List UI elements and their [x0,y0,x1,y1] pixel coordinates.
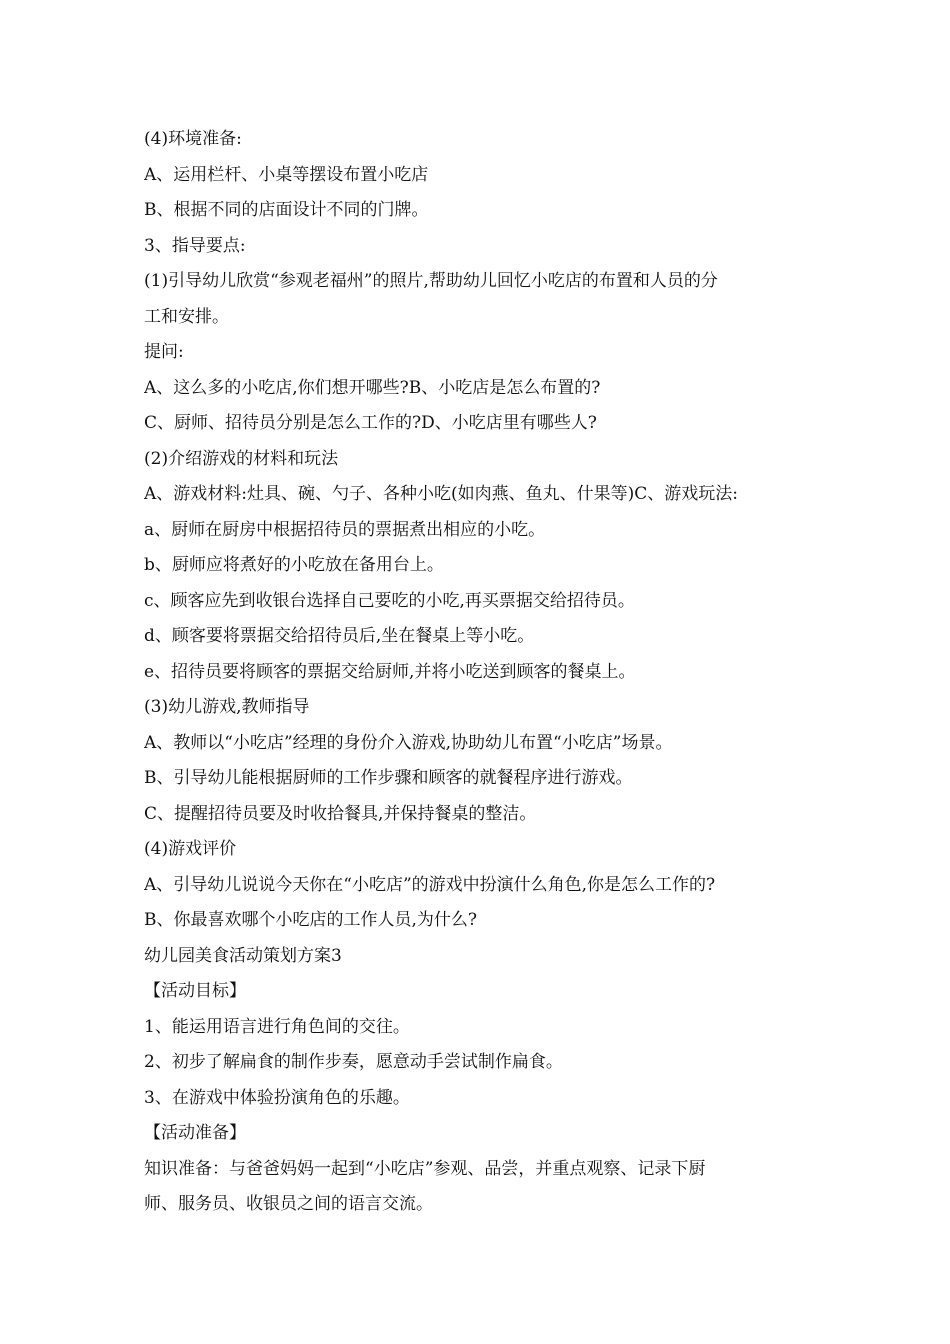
section-heading: 【活动准备】 [144,1123,246,1143]
text-line: 知识准备：与爸爸妈妈一起到“小吃店”参观、品尝，并重点观察、记录下厨 [144,1158,706,1179]
text-line: C、厨师、招待员分别是怎么工作的?D、小吃店里有哪些人? [144,413,597,433]
text-line: A、教师以“小吃店”经理的身份介入游戏,协助幼儿布置“小吃店”场景。 [144,732,673,753]
text-line: c、顾客应先到收银台选择自己要吃的小吃,再买票据交给招待员。 [144,590,635,611]
text-line: B、引导幼儿能根据厨师的工作步骤和顾客的就餐程序进行游戏。 [144,768,633,788]
text-line: A、引导幼儿说说今天你在“小吃店”的游戏中扮演什么角色,你是怎么工作的? [144,874,716,895]
text-line: 1、能运用语言进行角色间的交往。 [144,1016,410,1037]
text-line: 师、服务员、收银员之间的语言交流。 [144,1194,433,1214]
text-line: 工和安排。 [144,306,229,327]
text-line: e、招待员要将顾客的票据交给厨师,并将小吃送到顾客的餐桌上。 [144,661,636,682]
text-line: A、运用栏杆、小桌等摆设布置小吃店 [144,164,429,185]
text-line: 2、初步了解扁食的制作步奏，愿意动手尝试制作扁食。 [144,1052,563,1072]
section-title: 幼儿园美食活动策划方案3 [144,945,342,966]
text-line: 3、在游戏中体验扮演角色的乐趣。 [144,1087,410,1108]
text-line: A、游戏材料:灶具、碗、勺子、各种小吃(如肉燕、鱼丸、什果等)C、游戏玩法: [144,484,739,504]
text-line: A、这么多的小吃店,你们想开哪些?B、小吃店是怎么布置的? [144,377,601,398]
text-line: B、你最喜欢哪个小吃店的工作人员,为什么? [144,910,478,930]
document-body [144,122,816,1223]
text-line: B、根据不同的店面设计不同的门牌。 [144,200,429,220]
text-line: (4)游戏评价 [144,839,237,859]
text-line: 提问: [144,342,184,362]
text-line: (1)引导幼儿欣赏“参观老福州”的照片,帮助幼儿回忆小吃店的布置和人员的分 [144,271,718,291]
section-heading: 3、指导要点: [144,235,246,256]
text-line: d、顾客要将票据交给招待员后,坐在餐桌上等小吃。 [144,626,535,646]
text-line: a、厨师在厨房中根据招待员的票据煮出相应的小吃。 [144,519,546,540]
text-line: (4)环境准备: [144,129,242,149]
text-line: b、厨师应将煮好的小吃放在备用台上。 [144,555,444,575]
text-line: (2)介绍游戏的材料和玩法 [144,448,339,469]
text-line: C、提醒招待员要及时收拾餐具,并保持餐桌的整洁。 [144,803,537,824]
section-heading: 【活动目标】 [144,981,246,1001]
text-line: (3)幼儿游戏,教师指导 [144,697,310,717]
